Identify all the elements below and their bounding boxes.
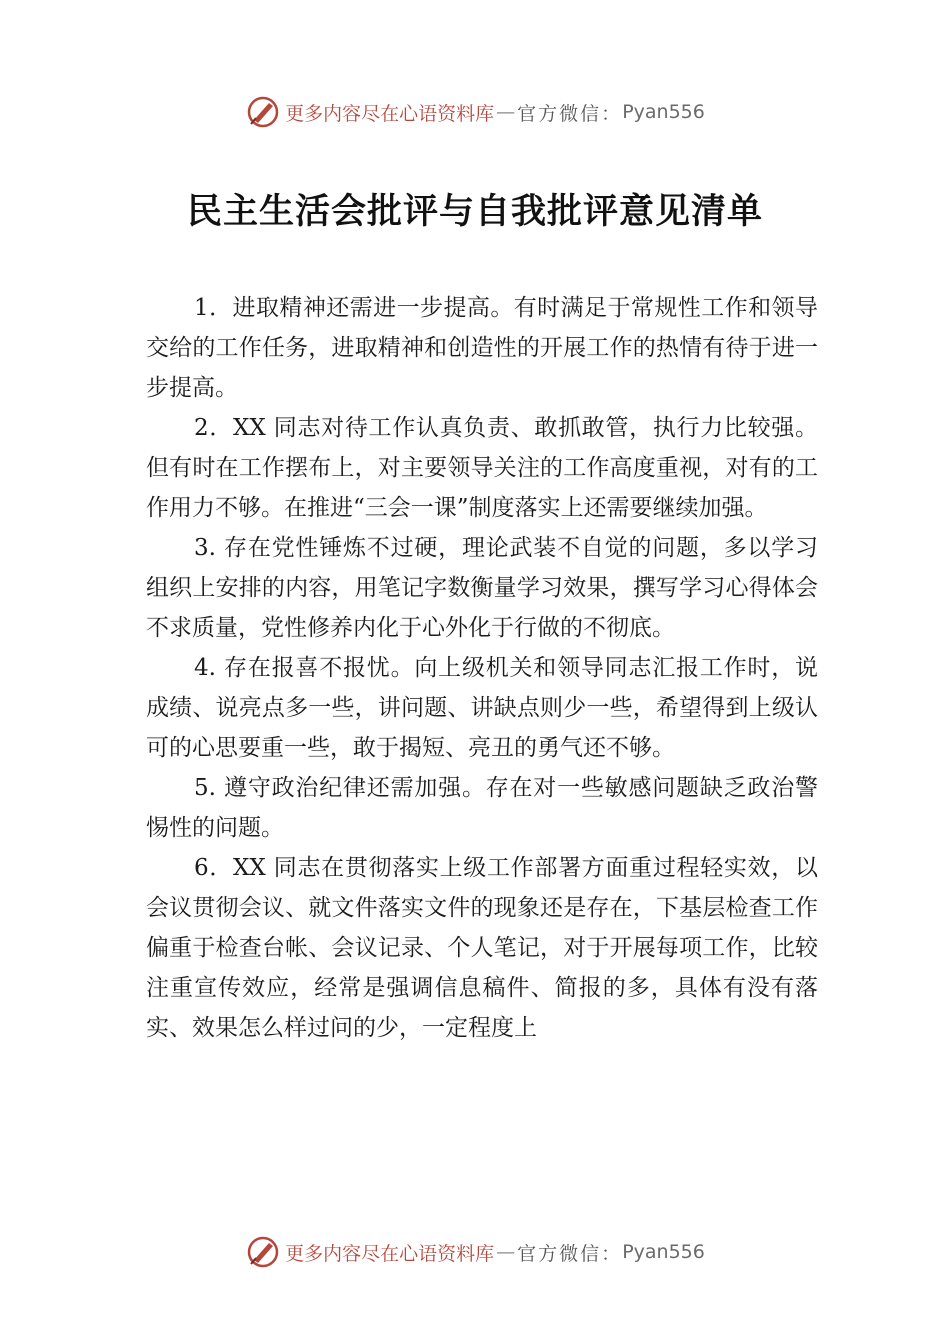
paragraph-1: 1．进取精神还需进一步提高。有时满足于常规性工作和领导交给的工作任务，进取精神和创造性的开展工作的热情有待于进一步提高。 xyxy=(146,295,818,401)
banner-wechat-label: 官方微信： xyxy=(517,102,623,125)
header-banner xyxy=(0,92,950,132)
document-title: 民主生活会批评与自我批评意见清单 xyxy=(186,191,763,232)
banner-separator: — xyxy=(496,101,516,123)
banner-wechat-label: 官方微信： xyxy=(517,1242,623,1265)
seal-logo-icon xyxy=(245,94,281,130)
paragraph-4: 4. 存在报喜不报忧。向上级机关和领导同志汇报工作时，说成绩、说亮点多一些，讲问题、讲缺点则少一些，希望得到上级认可的心思要重一些，敢于揭短、亮丑的勇气还不够。 xyxy=(146,655,818,761)
footer-banner xyxy=(0,1232,950,1272)
banner-wechat-id: Pyan556 xyxy=(622,101,705,123)
paragraph-2: 2．XX 同志对待工作认真负责、敢抓敢管，执行力比较强。但有时在工作摆布上，对主要领导关注的工作高度重视，对有的工作用力不够。在推进“三会一课”制度落实上还需要继续加强。 xyxy=(146,415,818,521)
banner-wechat-id: Pyan556 xyxy=(622,1241,705,1263)
paragraph-3: 3. 存在党性锤炼不过硬，理论武装不自觉的问题，多以学习组织上安排的内容，用笔记字数衡量学习效果，撰写学习心得体会不求质量，党性修养内化于心外化于行做的不彻底。 xyxy=(146,535,818,641)
banner-separator: — xyxy=(496,1241,516,1263)
seal-logo-icon xyxy=(245,1234,281,1270)
document-body xyxy=(146,288,818,1048)
paragraph-6: 6．XX 同志在贯彻落实上级工作部署方面重过程轻实效，以会议贯彻会议、就文件落实文件的现象还是存在，下基层检查工作偏重于检查台帐、会议记录、个人笔记，对于开展每项工作，比较注重宣传效应，经常是强调信息稿件、简报的多，具体有没有落实、效果怎么样过问的少，一定程度上 xyxy=(146,855,818,1041)
paragraph-5: 5. 遵守政治纪律还需加强。存在对一些敏感问题缺乏政治警惕性的问题。 xyxy=(146,775,818,841)
banner-text: 更多内容尽在心语资料库 xyxy=(285,1242,495,1265)
banner-text: 更多内容尽在心语资料库 xyxy=(285,102,495,125)
